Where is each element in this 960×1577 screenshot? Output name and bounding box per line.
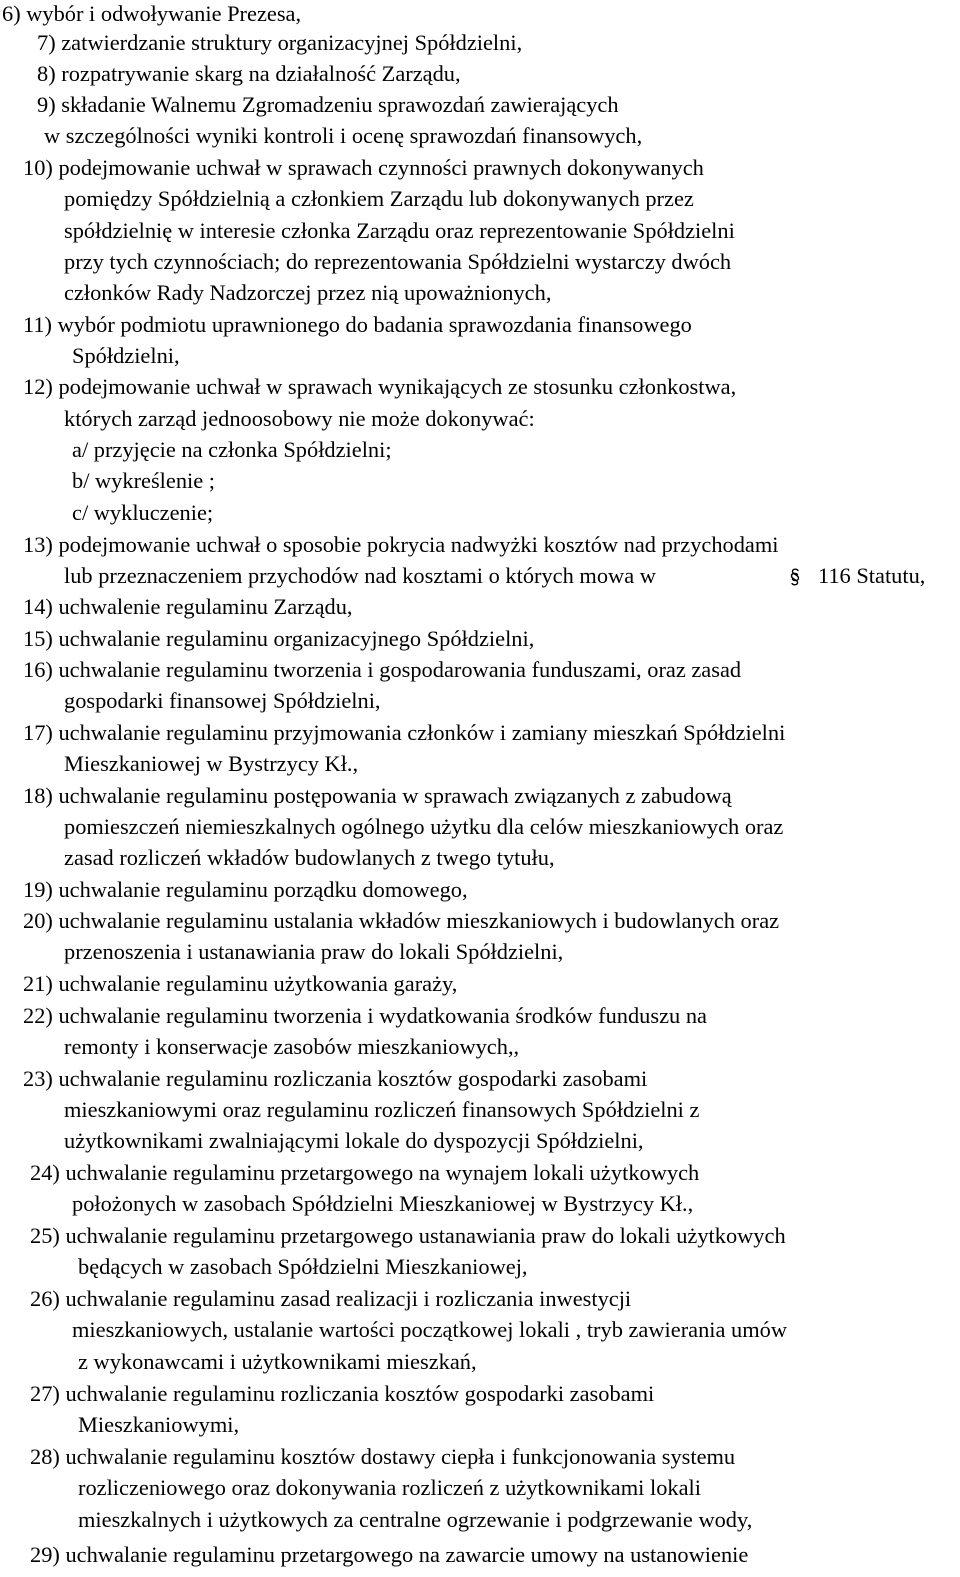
- text-line: mieszkalnych i użytkowych za centralne ogrzewanie i podgrzewanie wody,: [78, 1507, 753, 1532]
- text-line: przy tych czynnościach; do reprezentowania Spółdzielni wystarczy dwóch: [64, 249, 732, 274]
- text-line: 20) uchwalanie regulaminu ustalania wkładów mieszkaniowych i budowlanych oraz: [23, 908, 780, 933]
- text-line: 7) zatwierdzanie struktury organizacyjnej Spółdzielni,: [37, 30, 523, 55]
- text-line: których zarząd jednoosobowy nie może dokonywać:: [64, 406, 535, 431]
- text-line: 9) składanie Walnemu Zgromadzeniu sprawozdań zawierających: [37, 92, 619, 117]
- text-line: 19) uchwalanie regulaminu porządku domowego,: [23, 877, 468, 902]
- text-line: położonych w zasobach Spółdzielni Mieszkaniowej w Bystrzycy Kł.,: [72, 1191, 694, 1216]
- text-line: 26) uchwalanie regulaminu zasad realizacji i rozliczania inwestycji: [30, 1286, 632, 1311]
- text-line: c/ wykluczenie;: [72, 500, 214, 525]
- text-line: przenoszenia i ustanawiania praw do lokali Spółdzielni,: [64, 939, 564, 964]
- text-line: spółdzielnię w interesie członka Zarządu oraz reprezentowanie Spółdzielni: [64, 218, 735, 243]
- text-line: 21) uchwalanie regulaminu użytkowania garaży,: [23, 971, 458, 996]
- text-line: zasad rozliczeń wkładów budowlanych z twego tytułu,: [64, 845, 555, 870]
- text-line: 29) uchwalanie regulaminu przetargowego na zawarcie umowy na ustanowienie: [30, 1542, 749, 1567]
- text-line: mieszkaniowych, ustalanie wartości początkowej lokali , tryb zawierania umów: [72, 1317, 788, 1342]
- text-line: gospodarki finansowej Spółdzielni,: [64, 688, 381, 713]
- text-line: członków Rady Nadzorczej przez nią upoważnionych,: [64, 280, 552, 305]
- text-line: 12) podejmowanie uchwał w sprawach wynikających ze stosunku członkostwa,: [23, 374, 737, 399]
- text-line: w szczególności wyniki kontroli i ocenę sprawozdań finansowych,: [44, 123, 643, 148]
- text-line: 11) wybór podmiotu uprawnionego do badania sprawozdania finansowego: [23, 312, 692, 337]
- text-line: 15) uchwalanie regulaminu organizacyjnego Spółdzielni,: [23, 626, 535, 651]
- text-line: 22) uchwalanie regulaminu tworzenia i wydatkowania środków funduszu na: [23, 1003, 707, 1028]
- text-line: 28) uchwalanie regulaminu kosztów dostawy ciepła i funkcjonowania systemu: [30, 1444, 736, 1469]
- text-line: b/ wykreślenie ;: [72, 468, 216, 493]
- text-line: Mieszkaniowej w Bystrzycy Kł.,: [64, 751, 359, 776]
- text-line: pomieszczeń niemieszkalnych ogólnego użytku dla celów mieszkaniowych oraz: [64, 814, 784, 839]
- text-line: 17) uchwalanie regulaminu przyjmowania członków i zamiany mieszkań Spółdzielni: [23, 720, 786, 745]
- text-line: lub przeznaczeniem przychodów nad kosztami o których mowa w: [64, 563, 656, 588]
- text-line: 14) uchwalenie regulaminu Zarządu,: [23, 594, 353, 619]
- text-line: a/ przyjęcie na członka Spółdzielni;: [72, 437, 392, 462]
- text-line: 13) podejmowanie uchwał o sposobie pokrycia nadwyżki kosztów nad przychodami: [23, 532, 779, 557]
- text-line: 6) wybór i odwoływanie Prezesa,: [2, 1, 302, 26]
- text-line: 16) uchwalanie regulaminu tworzenia i gospodarowania funduszami, oraz zasad: [23, 657, 742, 682]
- text-line: użytkownikami zwalniającymi lokale do dyspozycji Spółdzielni,: [64, 1128, 644, 1153]
- text-line: 18) uchwalanie regulaminu postępowania w sprawach związanych z zabudową: [23, 783, 732, 808]
- text-line: będących w zasobach Spółdzielni Mieszkaniowej,: [78, 1254, 528, 1279]
- text-line: remonty i konserwacje zasobów mieszkaniowych,,: [64, 1034, 520, 1059]
- section-sign-icon: [788, 567, 802, 587]
- text-line: Mieszkaniowymi,: [78, 1412, 240, 1437]
- text-line: 8) rozpatrywanie skarg na działalność Zarządu,: [37, 61, 461, 86]
- text-line: z wykonawcami i użytkownikami mieszkań,: [78, 1349, 477, 1374]
- text-line: 24) uchwalanie regulaminu przetargowego na wynajem lokali użytkowych: [30, 1160, 700, 1185]
- text-line: pomiędzy Spółdzielnią a członkiem Zarządu lub dokonywanych przez: [64, 186, 694, 211]
- text-line: Spółdzielni,: [72, 343, 180, 368]
- text-line: rozliczeniowego oraz dokonywania rozliczeń z użytkownikami lokali: [78, 1475, 701, 1500]
- text-line: 116 Statutu,: [818, 563, 926, 588]
- text-line: 23) uchwalanie regulaminu rozliczania kosztów gospodarki zasobami: [23, 1066, 648, 1091]
- text-line: 27) uchwalanie regulaminu rozliczania kosztów gospodarki zasobami: [30, 1381, 655, 1406]
- text-line: 10) podejmowanie uchwał w sprawach czynności prawnych dokonywanych: [23, 155, 704, 180]
- text-line: 25) uchwalanie regulaminu przetargowego ustanawiania praw do lokali użytkowych: [30, 1223, 786, 1248]
- text-line: mieszkaniowymi oraz regulaminu rozliczeń finansowych Spółdzielni z: [64, 1097, 700, 1122]
